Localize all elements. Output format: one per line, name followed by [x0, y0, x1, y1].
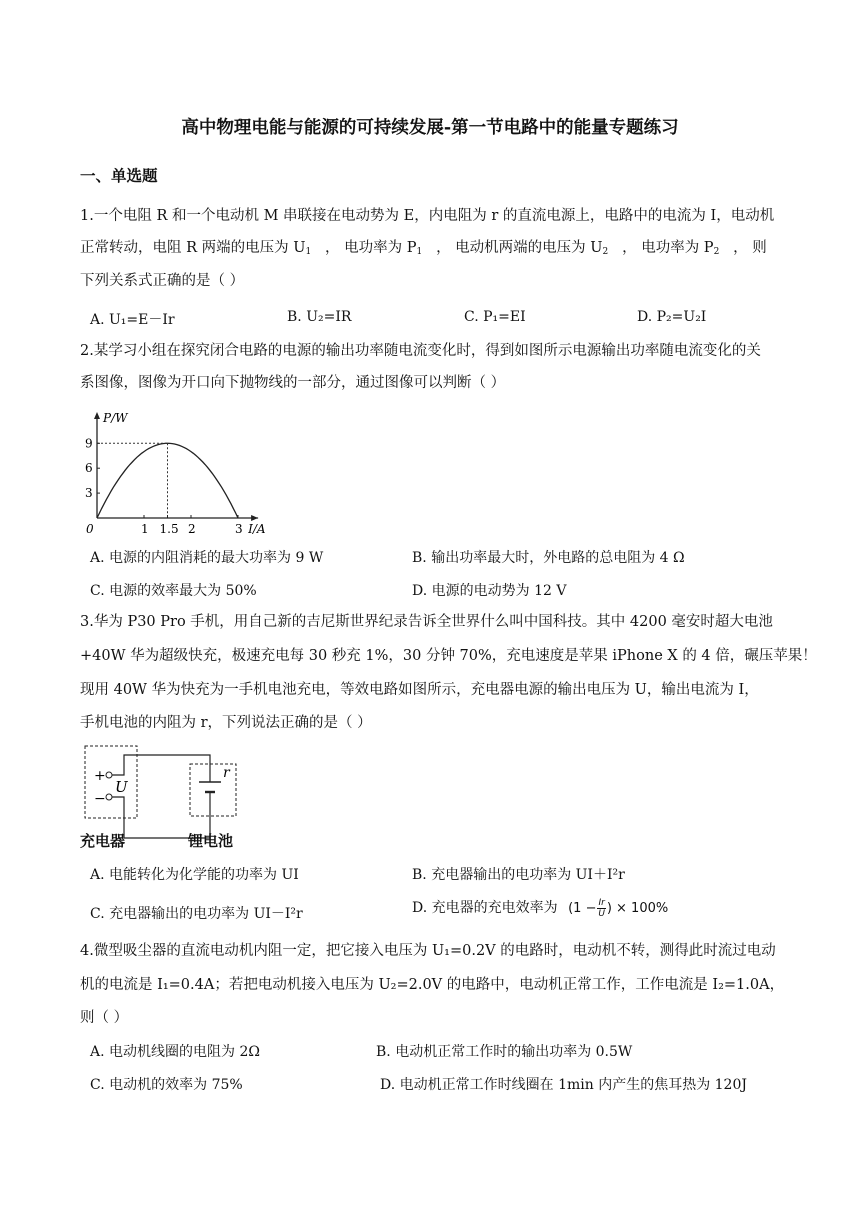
x-tick-label: 1: [141, 522, 149, 534]
resistance-label: r: [223, 765, 230, 781]
q3-stem-line4: 手机电池的内阻为 r，下列说法正确的是（ ）: [80, 715, 372, 731]
x-axis-arrow: [251, 515, 258, 521]
q3-option-a[interactable]: A. 电能转化为化学能的功率为 UI: [90, 867, 299, 883]
q2-stem-line1: 2.某学习小组在探究闭合电路的电源的输出功率随电流变化时，得到如图所示电源输出功率随电流变化的关: [80, 343, 761, 359]
q4-stem-line2: 机的电流是 I₁=0.4A；若把电动机接入电压为 U₂=2.0V 的电路中，电动机正常工作，工作电流是 I₂=1.0A，: [80, 977, 785, 993]
q2-stem-line2: 系图像，图像为开口向下抛物线的一部分，通过图像可以判断（ ）: [80, 375, 506, 391]
charger-dashed-box: [85, 746, 137, 818]
q1-option-b[interactable]: B. U₂=IR: [287, 309, 352, 325]
y-axis-label: P/W: [103, 411, 128, 425]
q1-stem-line3: 下列关系式正确的是（ ）: [80, 273, 245, 289]
y-axis-arrow: [94, 412, 100, 419]
q4-stem-line1: 4.微型吸尘器的直流电动机内阻一定，把它接入电压为 U₁=0.2V 的电路时，电动机不转，测得此时流过电动: [80, 943, 776, 959]
positive-terminal: [106, 772, 112, 778]
q3-option-c[interactable]: C. 充电器输出的电功率为 UI－I²r: [90, 906, 303, 922]
y-tick-label: 9: [85, 436, 93, 451]
x-tick-label: 2: [188, 522, 196, 534]
q4-option-b[interactable]: B. 电动机正常工作时的输出功率为 0.5W: [376, 1044, 633, 1060]
x-tick-label: 3: [235, 522, 243, 534]
plus-sign: +: [94, 768, 106, 784]
q2-option-a[interactable]: A. 电源的内阻消耗的最大功率为 9 W: [90, 550, 324, 566]
section-heading: 一、单选题: [80, 166, 158, 185]
q4-option-a[interactable]: A. 电动机线圈的电阻为 2Ω: [90, 1044, 260, 1060]
power-current-graph: [82, 408, 272, 534]
q2-option-b[interactable]: B. 输出功率最大时，外电路的总电阻为 4 Ω: [412, 550, 685, 566]
q3-option-d[interactable]: D. 充电器的充电效率为 (1 − $\frac{Ir}{U}$ ) × 100%: [412, 898, 669, 919]
q3-stem-line1: 3.华为 P30 Pro 手机，用自己新的吉尼斯世界纪录告诉全世界什么叫中国科技。其中 4200 毫安时超大电池: [80, 614, 773, 630]
y-tick-label: 3: [85, 486, 93, 501]
q1-option-d[interactable]: D. P₂=U₂I: [637, 309, 707, 325]
q4-option-c[interactable]: C. 电动机的效率为 75%: [90, 1077, 243, 1093]
negative-terminal: [106, 794, 112, 800]
q1-stem-line2: 正常转动，电阻 R 两端的电压为 $U_1$ ， 电功率为 $P_1$ ， 电动机两端的电压为 $U_2$ ， 电功率为 $P_2$ ， 则: [80, 240, 767, 257]
voltage-label: U: [115, 778, 128, 796]
charger-label: 充电器: [80, 832, 126, 850]
q4-stem-line3: 则（ ）: [80, 1010, 129, 1026]
page-title: 高中物理电能与能源的可持续发展-第一节电路中的能量专题练习: [181, 118, 679, 138]
battery-label: 锂电池: [188, 832, 234, 850]
q2-option-c[interactable]: C. 电源的效率最大为 50%: [90, 583, 257, 599]
y-tick-label: 6: [85, 461, 93, 476]
x-tick-label: 1.5: [159, 522, 179, 534]
q4-option-d[interactable]: D. 电动机正常工作时线圈在 1min 内产生的焦耳热为 120J: [380, 1077, 747, 1093]
minus-sign: −: [94, 791, 106, 807]
q3-stem-line2: +40W 华为超级快充，极速充电每 30 秒充 1%，30 分钟 70%，充电速度是苹果 iPhone X 的 4 倍，碾压苹果！: [80, 648, 817, 664]
q1-stem-line1: 1.一个电阻 R 和一个电动机 M 串联接在电动势为 E，内电阻为 r 的直流电源上，电路中的电流为 I，电动机: [80, 208, 775, 224]
q3-stem-line3: 现用 40W 华为快充为一手机电池充电，等效电路如图所示，充电器电源的输出电压为 U，输出电流为 I，: [80, 682, 759, 698]
q2-option-d[interactable]: D. 电源的电动势为 12 V: [412, 583, 567, 599]
q1-option-c[interactable]: C. P₁=EI: [464, 309, 526, 325]
q3-option-b[interactable]: B. 充电器输出的电功率为 UI＋I²r: [412, 867, 625, 883]
q1-option-a[interactable]: A. U₁=E－Ir: [90, 312, 175, 328]
x-axis-label: I/A: [248, 522, 266, 534]
efficiency-fraction: $\frac{Ir}{U}$: [598, 898, 605, 919]
x-tick-label: 0: [86, 522, 94, 534]
